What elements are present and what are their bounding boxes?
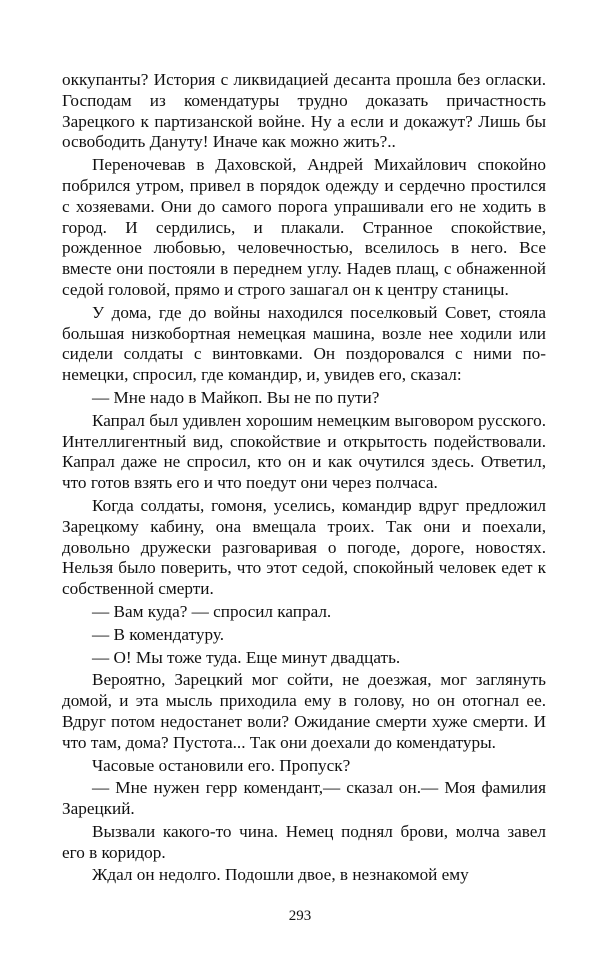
page-number: 293	[288, 908, 312, 924]
paragraph: оккупанты? История с ликвидацией десанта прошла без огласки. Господам из комендатуры трудно доказать причастность Зарецкого к партизанской войне. Ну а если и докажут? Лишь бы освободить Дануту! Иначе как можно жить?..	[62, 70, 546, 152]
paragraph: Ждал он недолго. Подошли двое, в незнакомой ему	[92, 865, 469, 885]
paragraph: Когда солдаты, гомоня, уселись, командир вдруг предложил Зарецкому кабину, она вмещала троих. Так они и поехали, довольно дружески разговаривая о погоде, дороге, новостях. Нельзя было поверить, что этот седой, спокойный человек едет к собственной смерти.	[62, 495, 546, 599]
dialogue-line: — Мне надо в Майкоп. Вы не по пути?	[92, 387, 380, 407]
dialogue-line: — Мне нужен герр комендант,— сказал он.— Моя фамилия Зарецкий.	[62, 778, 546, 819]
page-text	[62, 70, 546, 888]
dialogue-line: — Вам куда? — спросил капрал.	[92, 601, 332, 621]
paragraph: Капрал был удивлен хорошим немецким выговором русского. Интеллигентный вид, спокойствие и открытость подействовали. Капрал даже не спросил, кто он и как очутился здесь. Ответил, что готов взять его и что поедут они через полчаса.	[62, 410, 546, 493]
dialogue-line: — О! Мы тоже туда. Еще минут двадцать.	[92, 647, 401, 667]
paragraph: Часовые остановили его. Пропуск?	[92, 755, 351, 775]
paragraph: Вызвали какого-то чина. Немец поднял брови, молча завел его в коридор.	[62, 821, 546, 862]
dialogue-line: — В комендатуру.	[92, 624, 225, 644]
paragraph: У дома, где до войны находился поселковый Совет, стояла большая низкобортная немецкая машина, возле нее ходили или сидели солдаты с винтовками. Он поздоровался с ними по-немецки, спросил, где командир, и, увидев его, сказал:	[62, 302, 546, 385]
paragraph: Вероятно, Зарецкий мог сойти, не доезжая, мог заглянуть домой, и эта мысль приходила ему в голову, но он отогнал ее. Вдруг потом недостанет воли? Ожидание смерти хуже смерти. И что там, дома? Пустота... Так они доехали до комендатуры.	[62, 670, 546, 752]
paragraph: Переночевав в Даховской, Андрей Михайлович спокойно побрился утром, привел в порядок одежду и сердечно простился с хозяевами. Они до самого порога упрашивали его не ходить в город. И сердились, и плакали. Странное спокойствие, рожденное любовью, человечностью, вселилось в него. Все вместе они постояли в переднем углу. Надев плащ, с обнаженной седой головой, прямо и строго зашагал он к центру станицы.	[62, 155, 546, 299]
